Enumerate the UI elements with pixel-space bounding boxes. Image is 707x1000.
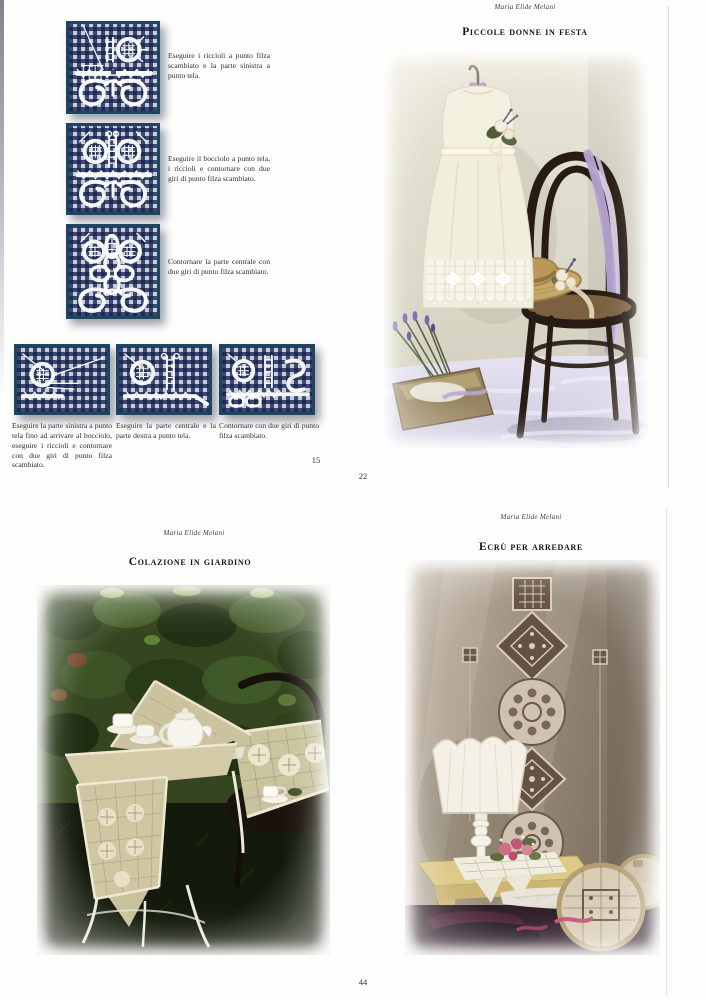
running-head-author: Maria Elide Melani [494, 3, 556, 11]
page-number-15: 15 [311, 455, 321, 465]
page-edge-line-top-right [668, 6, 669, 488]
step-caption-2: Eseguire il bocciolo a punto tela, i riccioli e contornare con due giri di punto filza scambiato. [168, 154, 270, 183]
chapter-title-3: Ecrù per arredare [479, 541, 583, 553]
page-number-44: 44 [358, 977, 368, 987]
step-caption-5: Eseguire la parte centrale e la parte destra a punto tela. [116, 421, 216, 440]
scan-edge-shadow [0, 0, 4, 430]
step-caption-1: Eseguire i riccioli a punto filza scambiato e la parte sinistra a punto tela. [168, 51, 270, 80]
step-caption-6: Contornare con due giri di punto filza scambiato. [219, 421, 319, 440]
page-number-22: 22 [358, 471, 368, 481]
chapter-title-2: Colazione in giardino [128, 556, 252, 568]
running-head-author-2: Maria Elide Melani [163, 529, 225, 537]
step-image-3 [66, 224, 160, 319]
photo-ecru-interior [405, 560, 660, 955]
running-head-author-3: Maria Elide Melani [500, 513, 562, 521]
lace-motif-step4-illustration [17, 347, 107, 412]
step-image-6 [219, 344, 315, 415]
chapter-title: Piccole donne in festa [462, 26, 588, 38]
lace-motif-step2-illustration [69, 126, 157, 212]
garden-tea-scene-illustration [37, 585, 330, 955]
lace-motif-step5-illustration [119, 347, 209, 412]
step-image-4 [14, 344, 110, 415]
ecru-lamp-scene-illustration [405, 560, 660, 955]
lace-motif-step3-illustration [69, 227, 157, 316]
page-edge-line-bottom-right [666, 508, 667, 996]
photo-garden-breakfast [37, 585, 330, 955]
step-image-5 [116, 344, 212, 415]
lace-motif-step1-illustration [69, 24, 157, 111]
step-image-2 [66, 123, 160, 215]
photo-dress-and-chair [383, 52, 648, 448]
lace-motif-step6-illustration [222, 347, 312, 412]
step-image-1 [66, 21, 160, 114]
step-caption-4: Eseguire la parte sinistra a punto tela fino ad arrivare al bocciolo, eseguire i riccioli e contornare con due giri di punto filza scambiato. [12, 421, 112, 470]
dress-chair-scene-illustration [383, 52, 648, 448]
step-caption-3: Contornare la parte centrale con due giri di punto filza scambiato. [168, 257, 270, 276]
